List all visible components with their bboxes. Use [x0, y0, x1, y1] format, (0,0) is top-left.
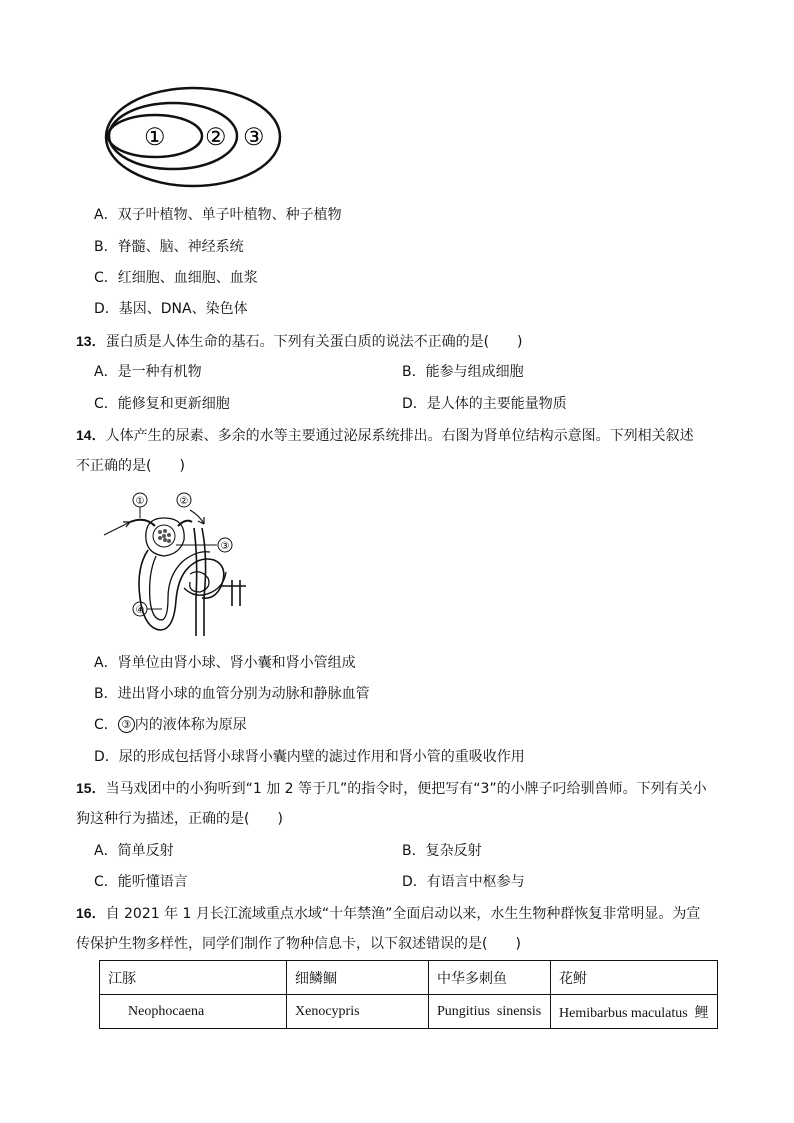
option-text: 内的液体称为原尿: [134, 717, 247, 733]
question-text: 蛋白质是人体生命的基石。下列有关蛋白质的说法不正确的是( ): [105, 334, 523, 350]
question-text: 当马戏团中的小狗听到“1 加 2 等于几”的指令时，便把写有“3”的小牌子叼给驯兽师。下列有关小: [105, 781, 707, 797]
option-prefix: C．: [94, 717, 118, 733]
q13-option-c: C．能修复和更新细胞: [94, 396, 230, 412]
q14-stem-line2: 不正确的是( ): [76, 458, 185, 474]
q16-stem-line1: [76, 903, 700, 924]
table-row: [100, 995, 718, 1029]
species-info-table: [99, 960, 718, 1029]
venn-label-3: ③: [243, 123, 265, 151]
question-number: 15．: [76, 780, 106, 796]
table-row: [100, 961, 718, 995]
table-cell: 江豚: [100, 961, 287, 995]
question-number: 13．: [76, 333, 106, 349]
venn-label-1: ①: [144, 123, 166, 151]
q14-option-b: B．进出肾小球的血管分别为动脉和静脉血管: [94, 686, 370, 702]
table-cell: 中华多刺鱼: [429, 961, 551, 995]
nephron-label-3: ③: [220, 541, 230, 552]
nephron-label-2: ②: [179, 496, 189, 507]
circled-number-3: ③: [118, 716, 135, 733]
q15-option-d: D．有语言中枢参与: [402, 874, 525, 890]
q12-option-c: C．红细胞、血细胞、血浆: [94, 270, 258, 286]
question-number: 14．: [76, 427, 106, 443]
q13-option-d: D．是人体的主要能量物质: [402, 396, 567, 412]
q15-stem-line1: [76, 778, 707, 799]
table-cell: 细鳞鲴: [287, 961, 429, 995]
question-text: 自 2021 年 1 月长江流域重点水域“十年禁渔”全面启动以来，水生生物种群恢复非常明显。为宣: [105, 906, 701, 922]
nephron-figure: [100, 488, 260, 638]
question-number: 16．: [76, 905, 106, 921]
venn-label-2: ②: [205, 123, 227, 151]
q13-option-a: A．是一种有机物: [94, 364, 202, 380]
q14-stem-line1: [76, 425, 694, 446]
q15-option-b: B．复杂反射: [402, 843, 482, 859]
q14-option-d: D．尿的形成包括肾小球肾小囊内壁的滤过作用和肾小管的重吸收作用: [94, 749, 525, 765]
question-text: 人体产生的尿素、多余的水等主要通过泌尿系统排出。右图为肾单位结构示意图。下列相关叙述: [105, 428, 694, 444]
q13-option-b: B．能参与组成细胞: [402, 364, 524, 380]
q15-stem-line2: 狗这种行为描述，正确的是( ): [76, 811, 283, 827]
nephron-label-1: ①: [135, 496, 145, 507]
q14-option-c: [94, 715, 247, 735]
table-cell: Pungitius sinensis: [429, 995, 551, 1029]
q16-stem-line2: 传保护生物多样性，同学们制作了物种信息卡，以下叙述错误的是( ): [76, 936, 521, 952]
table-cell: Hemibarbus maculatus 鲤: [551, 995, 718, 1029]
table-cell: Neophocaena: [100, 995, 287, 1029]
q14-option-a: A．肾单位由肾小球、肾小囊和肾小管组成: [94, 655, 356, 671]
table-cell: 花鲋: [551, 961, 718, 995]
nephron-label-4: ④: [135, 605, 145, 616]
nested-ellipses-figure: [104, 86, 284, 190]
q15-option-c: C．能听懂语言: [94, 874, 188, 890]
q12-option-b: B．脊髓、脑、神经系统: [94, 239, 244, 255]
q13-stem: [76, 331, 523, 352]
q12-option-a: A．双子叶植物、单子叶植物、种子植物: [94, 207, 342, 223]
q15-option-a: A．简单反射: [94, 843, 174, 859]
q12-option-d: D．基因、DNA、染色体: [94, 301, 248, 317]
table-cell: Xenocypris: [287, 995, 429, 1029]
